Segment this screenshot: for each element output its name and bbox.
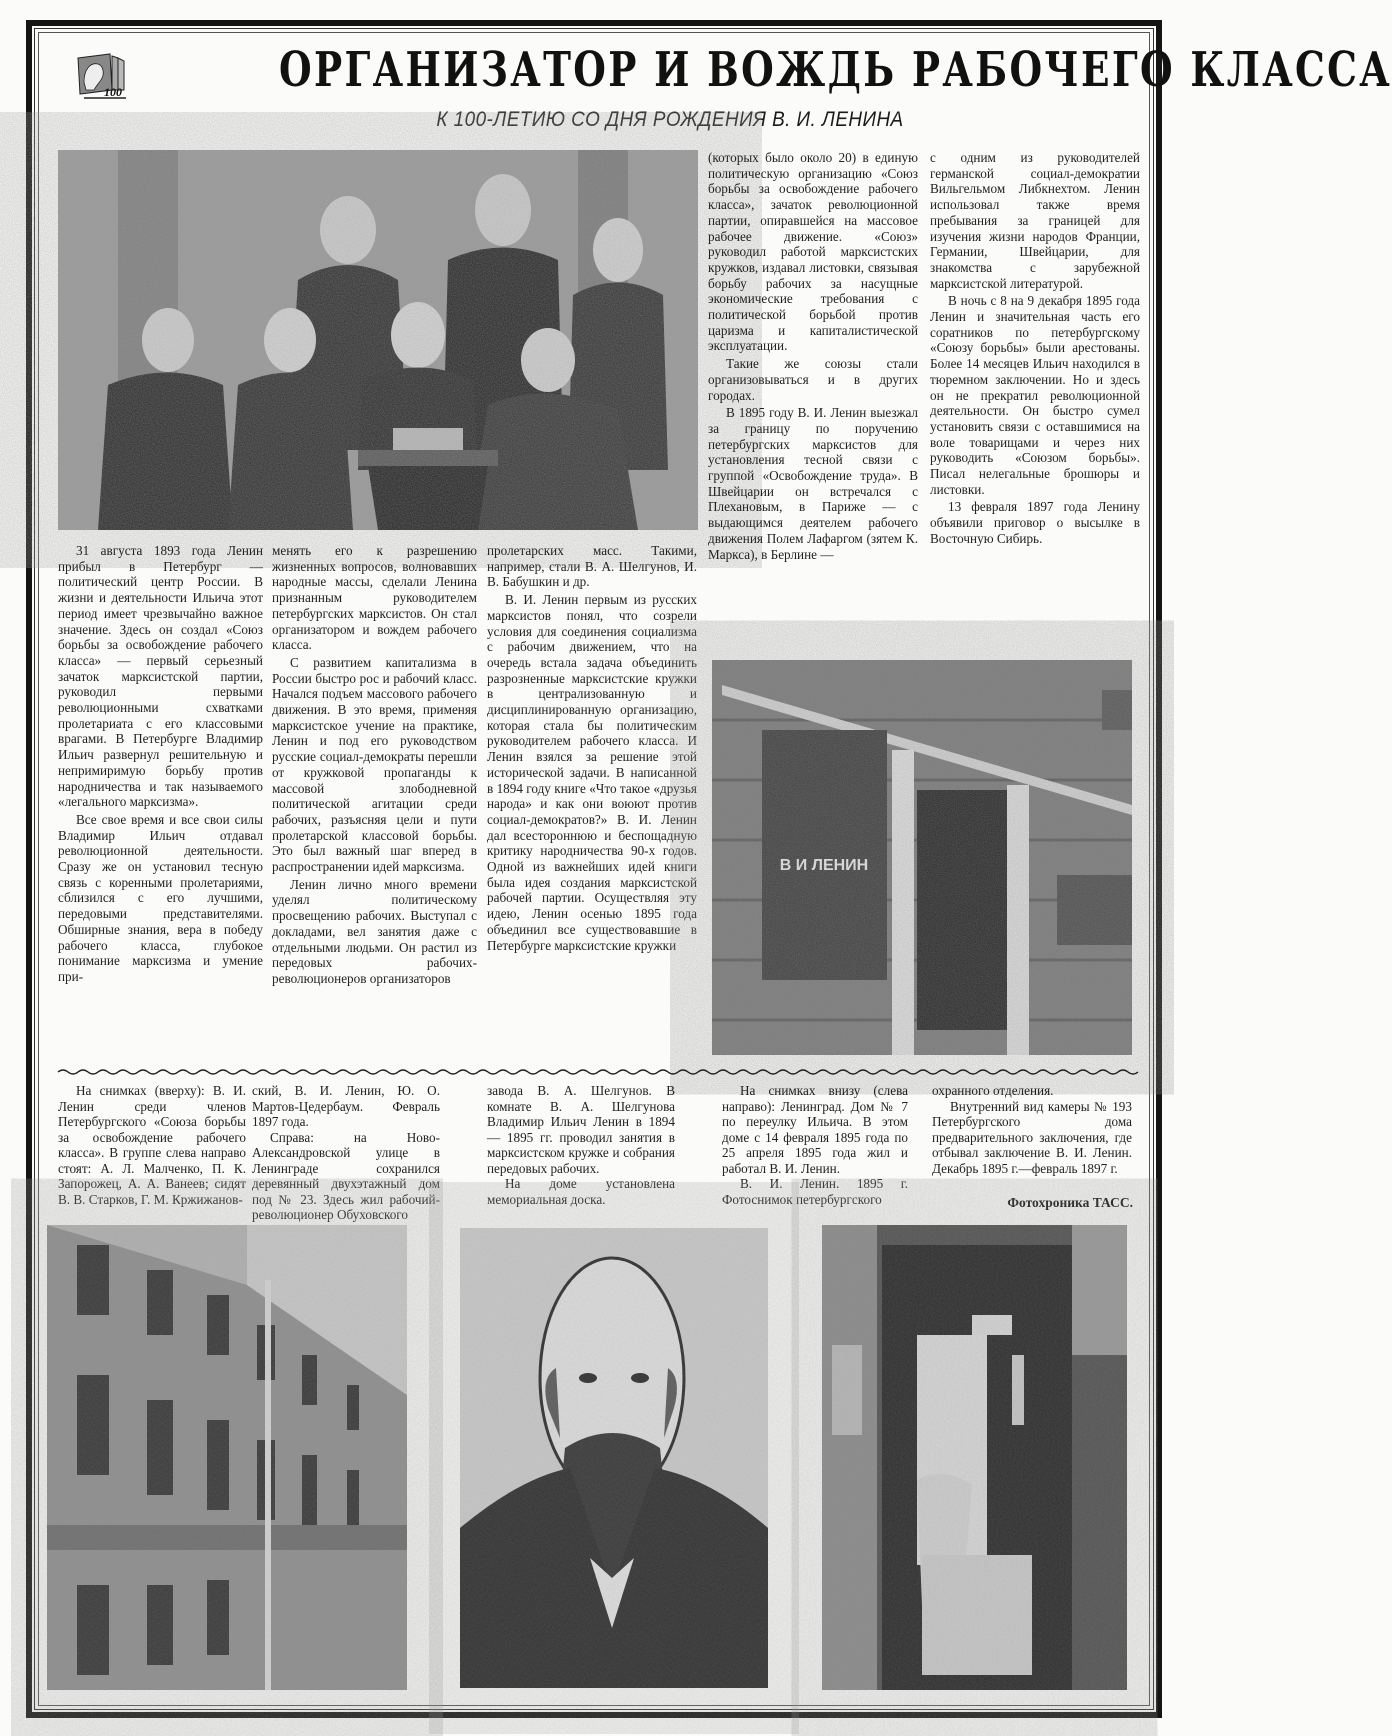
article-paragraph: 31 августа 1893 года Ленин прибыл в Петербург — политический центр России. В жизни и деятельности Ильича этот период имеет чрезвычайно важное значение. Здесь он создал «Союз борьбы за освобождение рабочего класса» — первый серьезный зачаток марксистской партии, руководил первыми революционными схватками пролетариата с его классовыми врагами. В Петербурге Владимир Ильич развернул решительную и непримиримую борьбу против народничества и так называемого «легального марксизма». [58, 543, 263, 810]
caption-paragraph: Внутренний вид камеры № 193 Петербургского дома предварительного заключения, где отбывал заключение В. И. Ленин. Декабрь 1895 г.—февраль 1897 г. [932, 1098, 1132, 1176]
caption-paragraph: завода В. А. Шелгунов. В комнате В. А. Шелгунова Владимир Ильич Ленин в 1894 — 1895 гг. проводил занятия в марксистском кружке и собрания передовых рабочих. [487, 1083, 675, 1176]
article-column-2 [272, 543, 477, 987]
page-title: ОРГАНИЗАТОР И ВОЖДЬ РАБОЧЕГО КЛАССА [279, 42, 1392, 98]
article-paragraph: 13 февраля 1897 года Ленину объявили приговор о высылке в Восточную Сибирь. [930, 499, 1140, 546]
article-column-5 [930, 150, 1140, 547]
page-subtitle: К 100-ЛЕТИЮ СО ДНЯ РОЖДЕНИЯ В. И. ЛЕНИНА [436, 108, 904, 131]
article-paragraph: менять его к разрешению жизненных вопросов, волновавших народные массы, сделали Ленина признанным руководителем петербургских марксистов. Он стал организатором и вождем рабочего класса. [272, 543, 477, 653]
article-column-1 [58, 543, 263, 985]
article-paragraph: Ленин лично много времени уделял политическому просвещению рабочих. Выступал с докладами, вел занятия даже с отдельными людьми. Он растил из передовых рабочих-революционеров организаторов [272, 876, 477, 986]
caption-column-3 [487, 1083, 675, 1207]
caption-paragraph: охранного отделения. [932, 1083, 1054, 1098]
article-paragraph: Все свое время и все свои силы Владимир Ильич отдавал революционной деятельности. Сразу же он установил тесную связь с коренными пролетариями, сблизился с его лучшими, передовыми представителями. Обширные знания, вера в победу рабочего класса, глубокое понимание марксизма и умение при- [58, 811, 263, 984]
wavy-divider [58, 1068, 1138, 1076]
caption-paragraph: На снимках (вверху): В. И. Ленин среди членов Петербургского «Союза борьбы за освобождение рабочего класса». В группе слева направо стоят: А. Л. Малченко, П. К. Запорожец, А. А. Ванеев; сидят В. В. Старков, Г. М. Кржижанов- [58, 1083, 246, 1207]
group-photo [58, 150, 698, 530]
building-photo [47, 1225, 407, 1690]
caption-column-1 [58, 1083, 246, 1207]
article-paragraph: В. И. Ленин первым из русских марксистов понял, что созрели условия для соединения социализма с рабочим движением, что на очередь встала задача объединить разрозненные марксистские кружки в централизованную и дисциплинированную организацию, которая стала бы политическим руководителем рабочего класса. И Ленин взялся за решение этой исторической задачи. В написанной в 1894 году книге «Что такое «друзья народа» и как они воюют против социал-демократов?» В. И. Ленин дал всестороннюю и беспощадную критику народничества 90-х годов. Одной из важнейших идей книги была идея создания марксистской рабочей партии. Осуществляя эту идею, Ленин осенью 1895 года объединил все существовавшие в Петербурге марксистские кружки [487, 592, 697, 953]
caption-column-4 [722, 1083, 908, 1207]
caption-paragraph: На доме установлена мемориальная доска. [487, 1176, 675, 1207]
house-photo [712, 660, 1132, 1055]
photo-credit: Фотохроника ТАСС. [1007, 1195, 1133, 1210]
caption-paragraph: На снимках внизу (слева направо): Ленинград. Дом № 7 по переулку Ильича. В этом доме с 14 февраля 1895 года по 25 апреля 1895 года жил и работал В. И. Ленин. [722, 1083, 908, 1176]
caption-paragraph: Справа: на Ново-Александровской улице в Ленинграде сохранился деревянный двухэтажный дом под № 23. Здесь жил рабочий-революционер Обуховского [252, 1129, 440, 1222]
article-paragraph: В 1895 году В. И. Ленин выезжал за границу по поручению петербургских марксистов для установления тесной связи с группой «Освобождение труда». В Швейцарии он встречался с Плехановым, в Париже — с выдающимся деятелем рабочего движения Полем Лафаргом (зятем К. Маркса), в Берлине — [708, 405, 918, 562]
article-column-3 [487, 543, 697, 953]
lenin-portrait-photo [460, 1228, 768, 1688]
caption-column-5 [932, 1083, 1132, 1176]
article-column-4 [708, 150, 918, 562]
article-paragraph: В ночь с 8 на 9 декабря 1895 года Ленин и значительная часть его соратников по петербургскому «Союзу борьбы» были арестованы. Более 14 месяцев Ильич находился в тюремном заключении. Но и здесь он не прекратил революционной деятельности. Он быстро сумел установить связи с оставшимися на воле товарищами и через них руководить «Союзом борьбы». Писал нелегальные брошюры и листовки. [930, 293, 1140, 497]
article-paragraph: (которых было около 20) в единую политическую организацию «Союз борьбы за освобождение рабочего класса», зачаток революционной партии, опиравшейся на массовое рабочее движение. «Союз» руководил работой марксистских кружков, издавал листовки, связывая борьбу рабочих за насущные экономические требования с политической борьбой против царизма и капиталистической эксплуатации. [708, 150, 918, 354]
emblem-number: 100 [104, 85, 122, 99]
article-paragraph: С развитием капитализма в России быстро рос и рабочий класс. Начался подъем массового рабочего движения. В это время, применяя марксистское учение на практике, Ленин и под его руководством русские социал-демократы перешли от кружковой пропаганды к массовой злободневной политической агитации среди рабочих, разъясняя цели и пути пролетарской классовой борьбы. Это был важный шаг вперед в распространении идей марксизма. [272, 654, 477, 875]
centenary-emblem-icon [72, 52, 132, 102]
caption-column-2 [252, 1083, 440, 1223]
article-paragraph: пролетарских масс. Такими, например, стали В. А. Шелгунов, И. В. Бабушкин и др. [487, 543, 697, 590]
article-paragraph: Такие же союзы стали организовываться и в других городах. [708, 356, 918, 403]
prison-cell-photo [822, 1225, 1127, 1690]
article-paragraph: с одним из руководителей германской социал-демократии Вильгельмом Либкнехтом. Ленин использовал также время пребывания за границей для изучения жизни народов Франции, Германии, Швейцарии, для знакомства с зарубежной марксистской литературой. [930, 150, 1140, 291]
caption-paragraph: ский, В. И. Ленин, Ю. О. Мартов-Цедербаум. Февраль 1897 года. [252, 1083, 440, 1129]
caption-paragraph: В. И. Ленин. 1895 г. Фотоснимок петербургского [722, 1176, 908, 1207]
